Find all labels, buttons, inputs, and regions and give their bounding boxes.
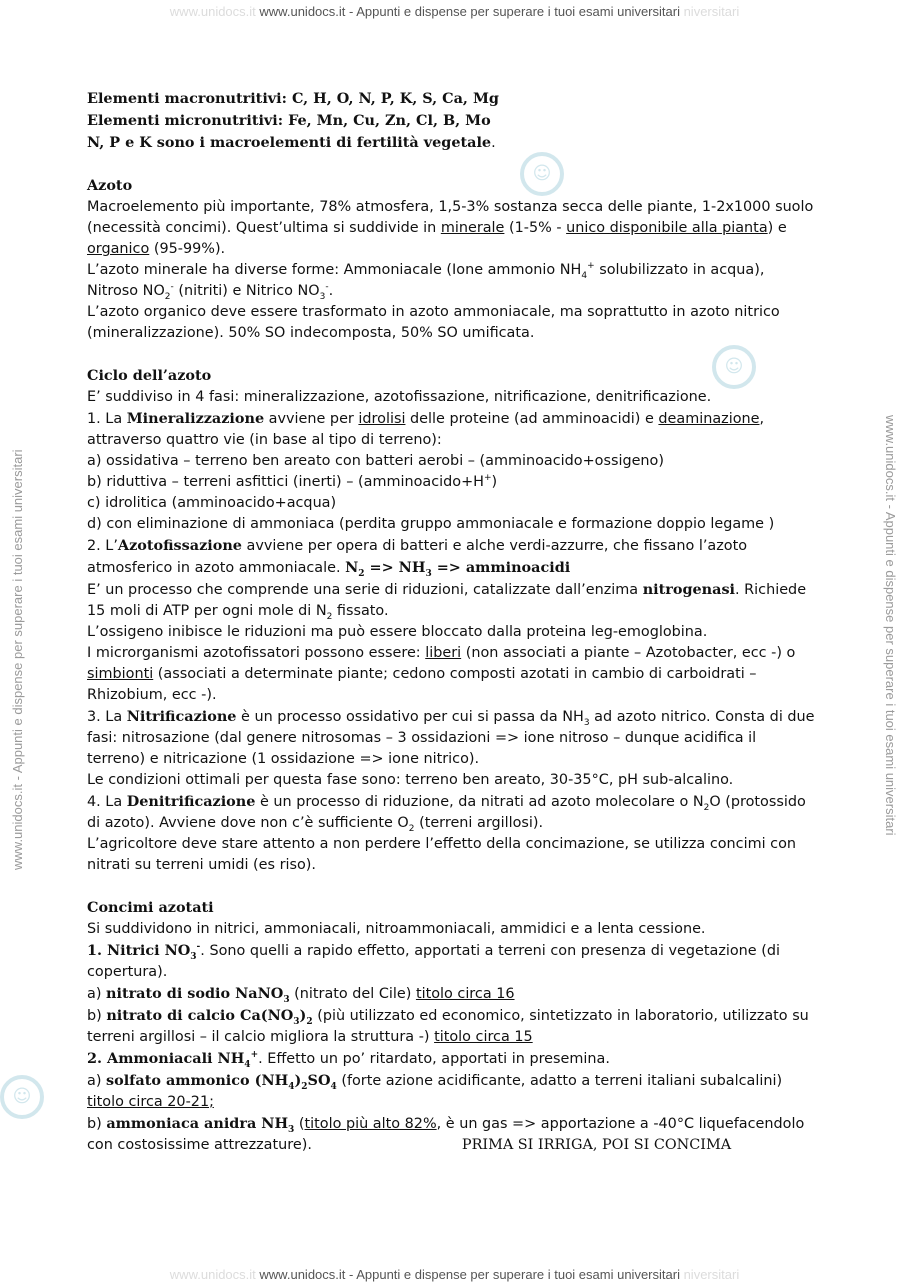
text-line: Nitroso $NO_2^-$ (nitriti) e Nitrico $NO_3^-$. [87, 282, 334, 302]
text-line: 4. La Denitrificazione è un processo di riduzione, da nitrati ad azoto molecolare o $N_2O$ (protossido [87, 793, 806, 813]
text-line: Si suddividono in nitrici, ammoniacali, nitroammoniacali, ammidici e a lenta cessione. [87, 921, 706, 937]
section-title-concimi: Concimi azotati [87, 899, 214, 916]
text-line: fasi: nitrosazione (dal genere nitrosomas – 3 ossidazioni => ione nitroso – dunque acidifica il [87, 730, 757, 746]
text-line: L’agricoltore deve stare attento a non perdere l’effetto della concimazione, se utilizza concimi con [87, 836, 797, 852]
text-line: Rhizobium, ecc -). [87, 687, 217, 703]
watermark-ghost-right: niversitari [683, 4, 740, 19]
watermark-top-text: www.unidocs.it - Appunti e dispense per superare i tuoi esami universitari [259, 4, 680, 19]
text-line: di azoto). Avviene dove non c’è sufficiente $O_2$ (terreni argillosi). [87, 815, 544, 834]
text-line: 2. L’Azotofissazione avviene per opera di batteri e alche verdi-azzurre, che fissano l’azoto [87, 537, 748, 554]
text-line: E’ un processo che comprende una serie di riduzioni, catalizzate dall’enzima nitrogenasi. Richiede [87, 581, 807, 598]
text-line: 2. Ammoniacali $NH_4^+$. Effetto un po’ ritardato, apportati in presemina. [87, 1050, 610, 1070]
text-line: c) idrolitica (amminoacido+acqua) [87, 495, 337, 511]
text-line: b) ammoniaca anidra $NH_3$ (titolo più alto 82%, è un gas => apportazione a -40°C liquefacendolo [87, 1115, 805, 1135]
macronutrients-line: Elementi macronutritivi: C, H, O, N, P, K, S, Ca, Mg [87, 90, 499, 107]
text-line: b) riduttiva – terreni asfittici (inerti) – (amminoacido+H+) [87, 473, 498, 490]
text-line: 1. Nitrici $NO_3^-$. Sono quelli a rapido effetto, apportati a terreni con presenza di vegetazione (di [87, 942, 780, 962]
watermark-right-text: www.unidocs.it - Appunti e dispense per superare i tuoi esami universitari [883, 415, 898, 836]
text-line: Macroelemento più importante, 78% atmosfera, 1,5-3% sostanza secca delle piante, 1-2x1000 suolo [87, 199, 814, 215]
text-line: a) solfato ammonico $(NH_4)_2SO_4$ (forte azione acidificante, adatto a terreni italiani subalcalini) [87, 1072, 783, 1092]
watermark-top [0, 4, 909, 19]
unidocs-logo-icon: ☺ [520, 152, 564, 196]
micronutrients-line: Elementi micronutritivi: Fe, Mn, Cu, Zn, Cl, B, Mo [87, 112, 491, 129]
text-line: titolo circa 20-21; [87, 1094, 214, 1110]
watermark-ghost-right: niversitari [683, 1267, 740, 1282]
text-line: L’ossigeno inibisce le riduzioni ma può essere bloccato dalla proteina leg-emoglobina. [87, 624, 708, 640]
text-line: a) ossidativa – terreno ben areato con batteri aerobi – (amminoacido+ossigeno) [87, 453, 664, 469]
watermark-ghost-left: www.unidocs.it [169, 4, 256, 19]
text-line: L’azoto minerale ha diverse forme: Ammoniacale (Ione ammonio $NH_4^+$ solubilizzato in acqua), [87, 261, 765, 281]
text-line: 15 moli di ATP per ogni mole di $N_2$ fissato. [87, 603, 389, 622]
text-line: I microrganismi azotofissatori possono essere: liberi (non associati a piante – Azotobacter, ecc -) o [87, 645, 796, 661]
text-line: a) nitrato di sodio NaNO$_3$ (nitrato del Cile) titolo circa 16 [87, 985, 515, 1005]
text-line: terreni argillosi – il calcio migliora la struttura -) titolo circa 15 [87, 1029, 533, 1045]
watermark-ghost-left: www.unidocs.it [169, 1267, 256, 1282]
text-line: simbionti (associati a determinate piante; cedono composti azotati in cambio di carboidrati – [87, 666, 757, 682]
text-line: E’ suddiviso in 4 fasi: mineralizzazione, azotofissazione, nitrificazione, denitrificazione. [87, 389, 712, 405]
text-line: organico (95-99%). [87, 241, 226, 257]
text-line: atmosferico in azoto ammoniacale. $N_2 => NH_3$ => amminoacidi [87, 559, 571, 579]
watermark-bottom-text: www.unidocs.it - Appunti e dispense per superare i tuoi esami universitari [259, 1267, 680, 1282]
text-line: terreno) e nitricazione (1 ossidazione => ione nitrico). [87, 751, 480, 767]
irrigation-note: PRIMA SI IRRIGA, POI SI CONCIMA [461, 1137, 732, 1153]
text-line: copertura). [87, 964, 168, 980]
text-line: attraverso quattro vie (in base al tipo di terreno): [87, 432, 442, 448]
text-line: 3. La Nitrificazione è un processo ossidativo per cui si passa da $NH_3$ ad azoto nitrico. Consta di due [87, 708, 815, 728]
section-title-azoto: Azoto [87, 177, 133, 194]
npk-line: N, P e K sono i macroelementi di fertilità vegetale. [87, 134, 496, 151]
text-line: Le condizioni ottimali per questa fase sono: terreno ben areato, 30-35°C, pH sub-alcalino. [87, 772, 734, 788]
unidocs-logo-icon: ☺ [0, 1075, 44, 1119]
section-title-ciclo: Ciclo dell’azoto [87, 367, 212, 384]
text-line: con costosissime attrezzature). PRIMA SI IRRIGA, POI SI CONCIMA [87, 1137, 732, 1153]
text-line: b) nitrato di calcio $Ca(NO_3)_2$ (più utilizzato ed economico, sintetizzato in laboratorio, utilizzato su [87, 1007, 809, 1027]
text-line: d) con eliminazione di ammoniaca (perdita gruppo ammoniacale e formazione doppio legame ) [87, 516, 775, 532]
text-line: L’azoto organico deve essere trasformato in azoto ammoniacale, ma soprattutto in azoto nitrico [87, 304, 780, 320]
watermark-bottom [0, 1267, 909, 1282]
text-line: 1. La Mineralizzazione avviene per idrolisi delle proteine (ad amminoacidi) e deaminazione, [87, 410, 765, 427]
text-line: (necessità concimi). Quest’ultima si suddivide in minerale (1-5% - unico disponibile alla pianta) e [87, 220, 787, 236]
watermark-left-text: www.unidocs.it - Appunti e dispense per superare i tuoi esami universitari [10, 449, 25, 870]
text-line: nitrati su terreni umidi (es riso). [87, 857, 316, 873]
text-line: (mineralizzazione). 50% SO indecomposta, 50% SO umificata. [87, 325, 535, 341]
document-body [87, 88, 827, 1156]
unidocs-logo-icon: ☺ [712, 345, 756, 389]
